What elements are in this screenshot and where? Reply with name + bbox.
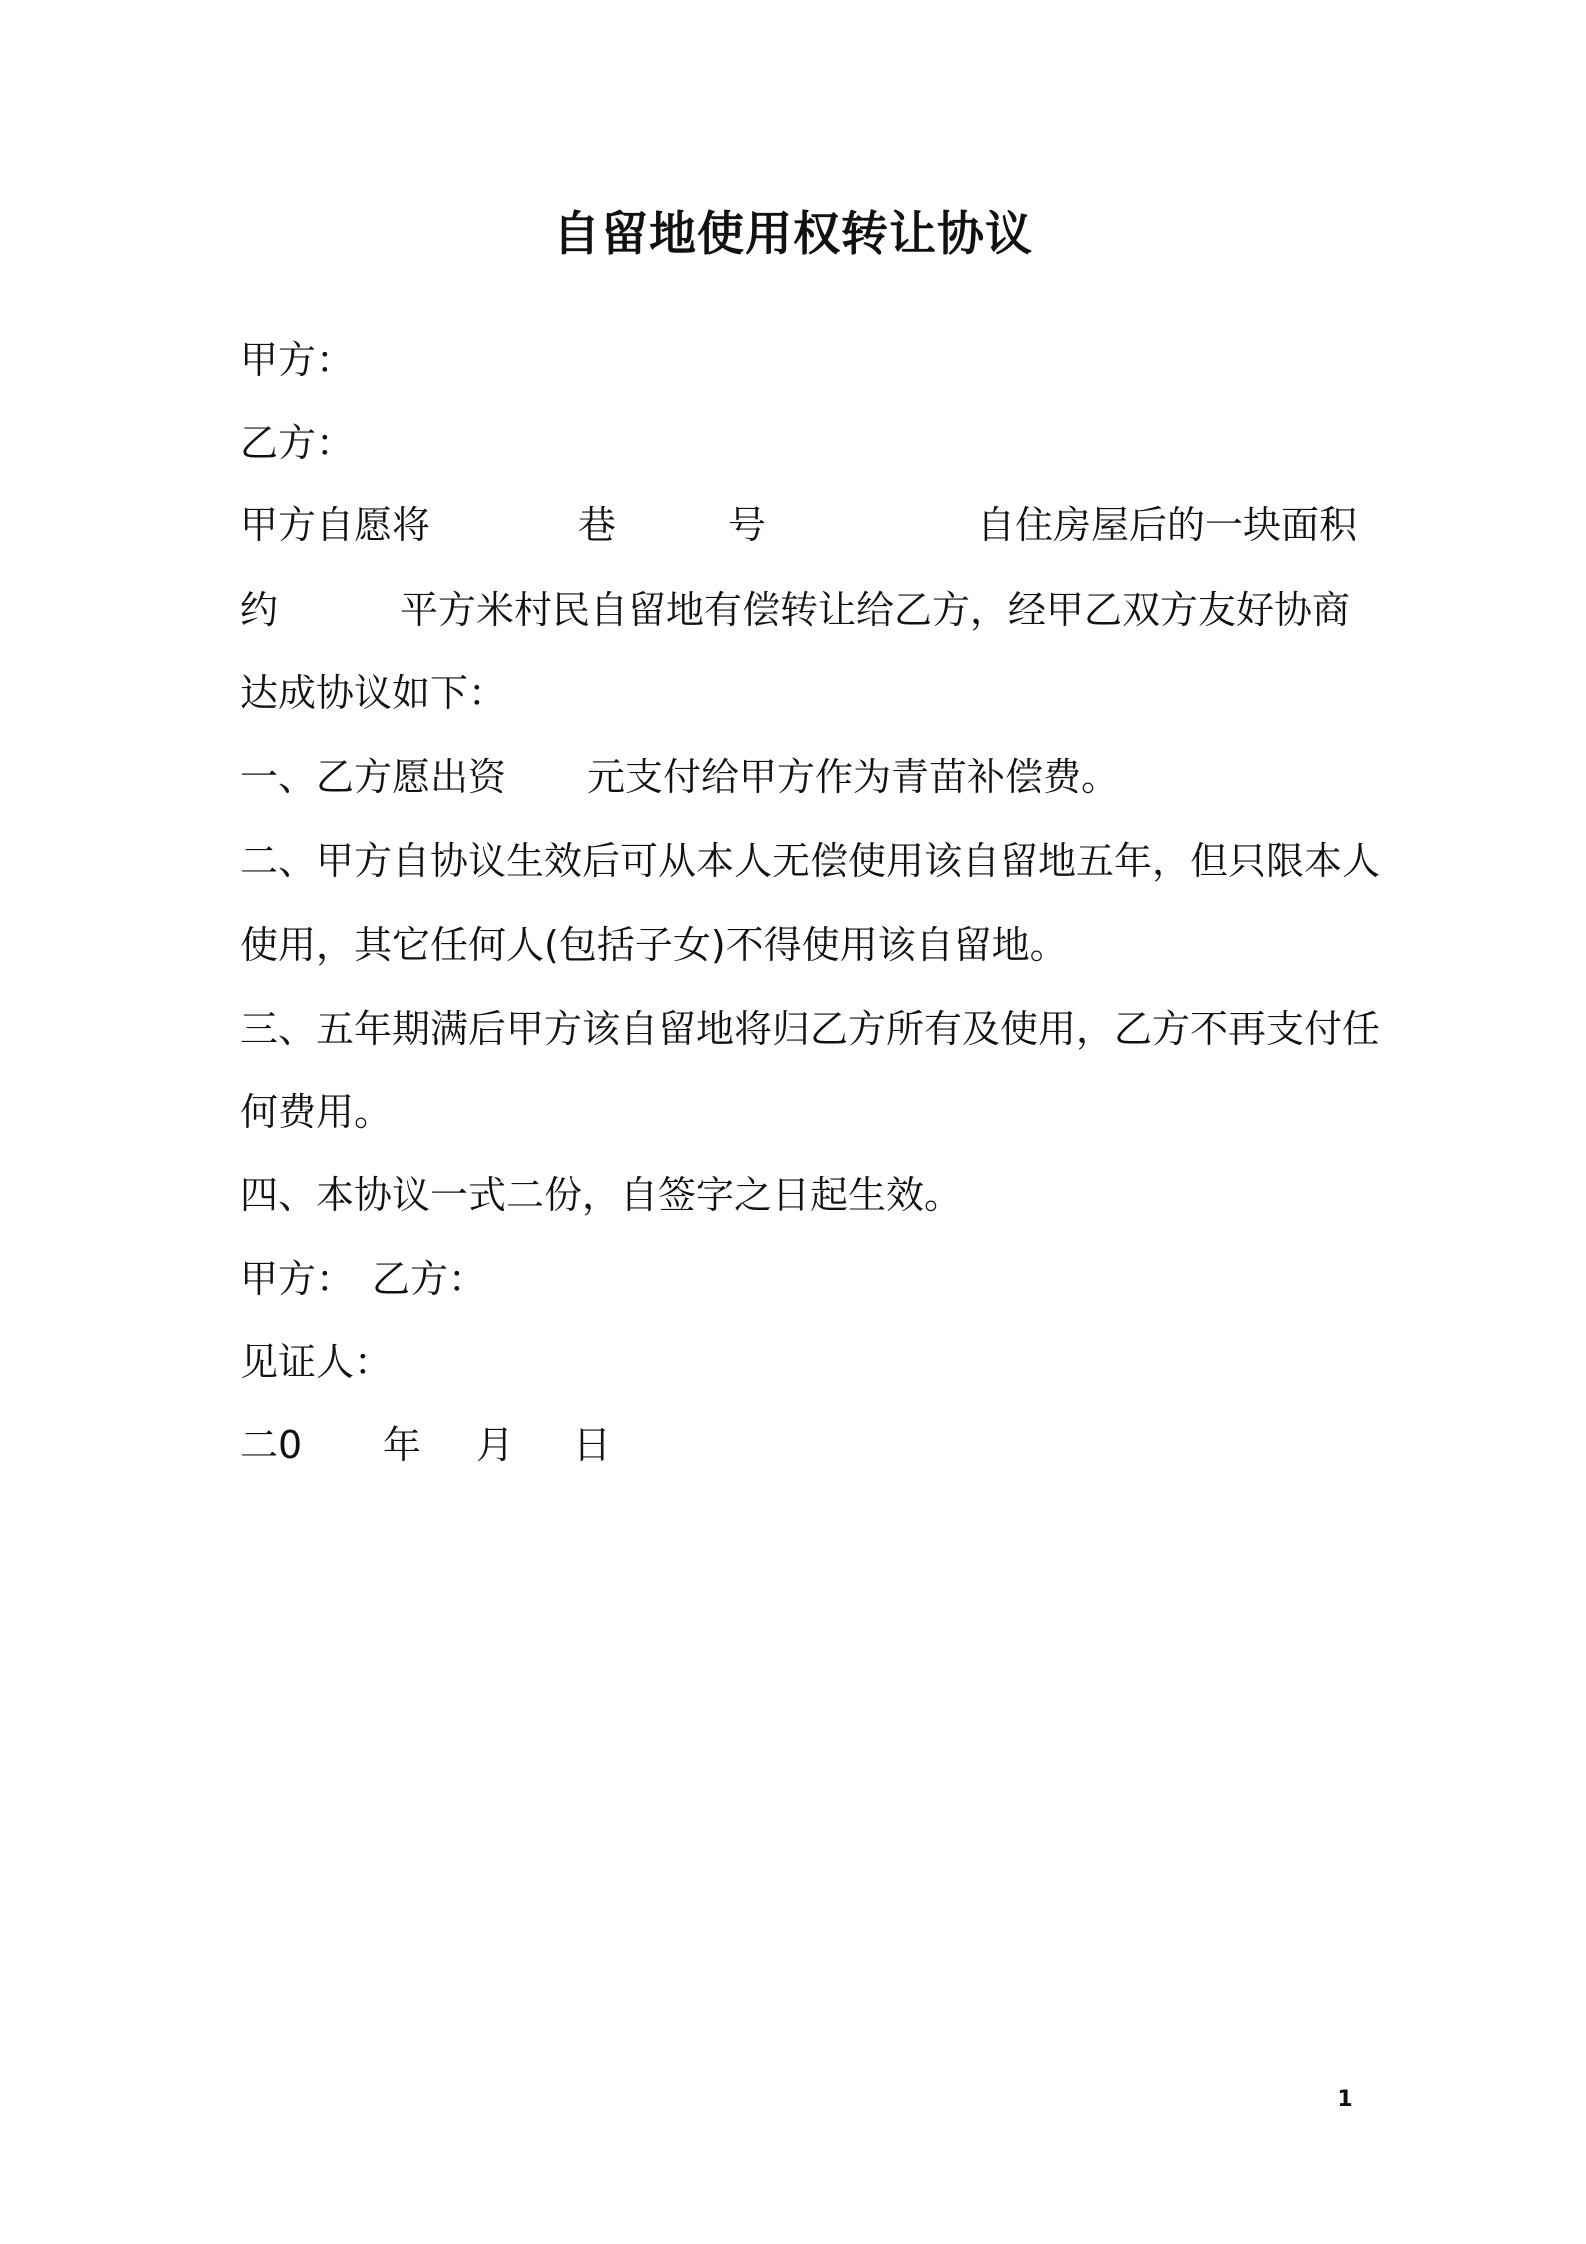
clause-1-text-end: 元支付给甲方作为青苗补偿费。 — [587, 755, 1120, 799]
party-a-line: 甲方： — [240, 338, 355, 382]
intro-text-1: 甲方自愿将 — [240, 503, 431, 547]
intro-text-house: 自住房屋后的一块面积 — [977, 503, 1358, 547]
intro-text-area: 平方米村民自留地有偿转让给乙方，经甲乙双方友好协商 — [400, 588, 1351, 632]
date-month: 月 — [476, 1423, 515, 1467]
signature-parties — [240, 1254, 1350, 1304]
date-day: 日 — [573, 1423, 612, 1467]
clause-2-line-2: 使用，其它任何人(包括子女)不得使用该自留地。 — [240, 923, 1068, 967]
clause-2-line-1: 二、甲方自协议生效后可从本人无偿使用该自留地五年，但只限本人 — [240, 839, 1381, 883]
clause-3-line-2: 何费用。 — [240, 1090, 393, 1134]
clause-1-text-start: 一、乙方愿出资 — [240, 755, 507, 799]
clause-3-line-1: 三、五年期满后甲方该自留地将归乙方所有及使用，乙方不再支付任 — [240, 1007, 1381, 1051]
intro-text-number: 号 — [728, 503, 767, 547]
signature-witness: 见证人： — [240, 1340, 393, 1384]
intro-line-2 — [240, 585, 1350, 635]
signature-party-b: 乙方： — [372, 1257, 487, 1301]
signature-party-a: 甲方： — [240, 1257, 355, 1301]
date-year: 年 — [383, 1423, 422, 1467]
party-b-line: 乙方： — [240, 421, 355, 465]
intro-text-lane: 巷 — [578, 503, 617, 547]
date-prefix: 二0 — [240, 1423, 303, 1467]
page-number: 1 — [1337, 2087, 1353, 2112]
clause-1 — [240, 752, 1350, 802]
document-title: 自留地使用权转让协议 — [553, 207, 1033, 262]
intro-line-3: 达成协议如下： — [240, 671, 507, 715]
intro-line-1 — [240, 500, 1358, 550]
intro-text-approx: 约 — [240, 588, 279, 632]
date-line — [240, 1420, 1350, 1470]
clause-4: 四、本协议一式二份，自签字之日起生效。 — [240, 1173, 963, 1217]
